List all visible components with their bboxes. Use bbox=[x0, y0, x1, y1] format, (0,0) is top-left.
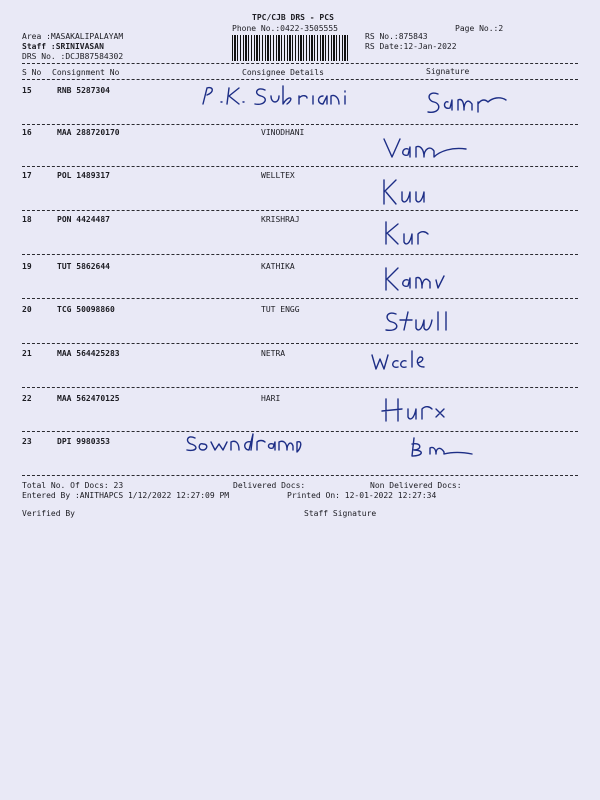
verified-by: Verified By bbox=[22, 509, 75, 518]
row-consignee: HARI bbox=[261, 394, 281, 403]
row-consignment: POL 1489317 bbox=[57, 171, 110, 180]
signature-mark bbox=[378, 176, 448, 206]
row-sno: 21 bbox=[22, 349, 32, 358]
signature-mark bbox=[408, 436, 478, 462]
row-sno: 18 bbox=[22, 215, 32, 224]
row-sno: 16 bbox=[22, 128, 32, 137]
rs-date: RS Date:12-Jan-2022 bbox=[365, 42, 457, 51]
divider bbox=[22, 79, 578, 80]
page-number: Page No.:2 bbox=[455, 24, 504, 33]
signature-mark bbox=[380, 262, 470, 294]
row-consignment: TCG 50098860 bbox=[57, 305, 115, 314]
col-signature: Signature bbox=[426, 67, 470, 76]
row-consignment: DPI 9980353 bbox=[57, 437, 110, 446]
row-consignee: VINODHANI bbox=[261, 128, 305, 137]
barcode bbox=[232, 35, 350, 61]
delivered-docs: Delivered Docs: bbox=[233, 481, 306, 490]
row-sno: 22 bbox=[22, 394, 32, 403]
row-consignment: MAA 288720170 bbox=[57, 128, 120, 137]
divider bbox=[22, 210, 578, 211]
row-consignee: KRISHRAJ bbox=[261, 215, 300, 224]
non-delivered-docs: Non Delivered Docs: bbox=[370, 481, 462, 490]
row-consignment: TUT 5862644 bbox=[57, 262, 110, 271]
col-sno: S No bbox=[22, 68, 42, 77]
row-sno: 19 bbox=[22, 262, 32, 271]
row-consignee: TUT ENGG bbox=[261, 305, 300, 314]
signature-mark bbox=[380, 395, 470, 425]
divider bbox=[22, 298, 578, 299]
staff-label: Staff :SRINIVASAN bbox=[22, 42, 104, 51]
staff-signature-label: Staff Signature bbox=[304, 509, 377, 518]
row-consignment: MAA 564425283 bbox=[57, 349, 120, 358]
col-consignee: Consignee Details bbox=[242, 68, 324, 77]
row-consignee: NETRA bbox=[261, 349, 286, 358]
row-consignment: MAA 562470125 bbox=[57, 394, 120, 403]
divider bbox=[22, 124, 578, 125]
divider bbox=[22, 387, 578, 388]
divider bbox=[22, 63, 578, 64]
divider bbox=[22, 254, 578, 255]
signature-mark bbox=[382, 133, 472, 163]
signature-mark bbox=[420, 86, 510, 118]
area-label: Area :MASAKALIPALAYAM bbox=[22, 32, 124, 41]
row-consignee: KATHIKA bbox=[261, 262, 295, 271]
rs-number: RS No.:875843 bbox=[365, 32, 428, 41]
row-sno: 23 bbox=[22, 437, 32, 446]
row-consignment: PON 4424487 bbox=[57, 215, 110, 224]
signature-mark bbox=[380, 306, 470, 336]
row-consignment: RNB 5287304 bbox=[57, 86, 110, 95]
report-title: TPC/CJB DRS - PCS bbox=[252, 13, 334, 22]
handwritten-consignee-name bbox=[195, 82, 355, 110]
total-docs: Total No. Of Docs: 23 bbox=[22, 481, 124, 490]
handwritten-consignee-name bbox=[185, 430, 305, 456]
printed-on: Printed On: 12-01-2022 12:27:34 bbox=[287, 491, 437, 500]
row-consignee: WELLTEX bbox=[261, 171, 295, 180]
divider bbox=[22, 166, 578, 167]
divider bbox=[22, 475, 578, 476]
entered-by: Entered By :ANITHAPCS 1/12/2022 12:27:09 PM bbox=[22, 491, 230, 500]
col-consignment: Consignment No bbox=[52, 68, 120, 77]
divider bbox=[22, 343, 578, 344]
row-sno: 20 bbox=[22, 305, 32, 314]
row-sno: 15 bbox=[22, 86, 32, 95]
signature-mark bbox=[380, 218, 450, 248]
phone-number: Phone No.:0422-3505555 bbox=[232, 24, 338, 33]
row-sno: 17 bbox=[22, 171, 32, 180]
drs-number: DRS No. :DCJB87584302 bbox=[22, 52, 124, 61]
signature-mark bbox=[368, 347, 468, 375]
